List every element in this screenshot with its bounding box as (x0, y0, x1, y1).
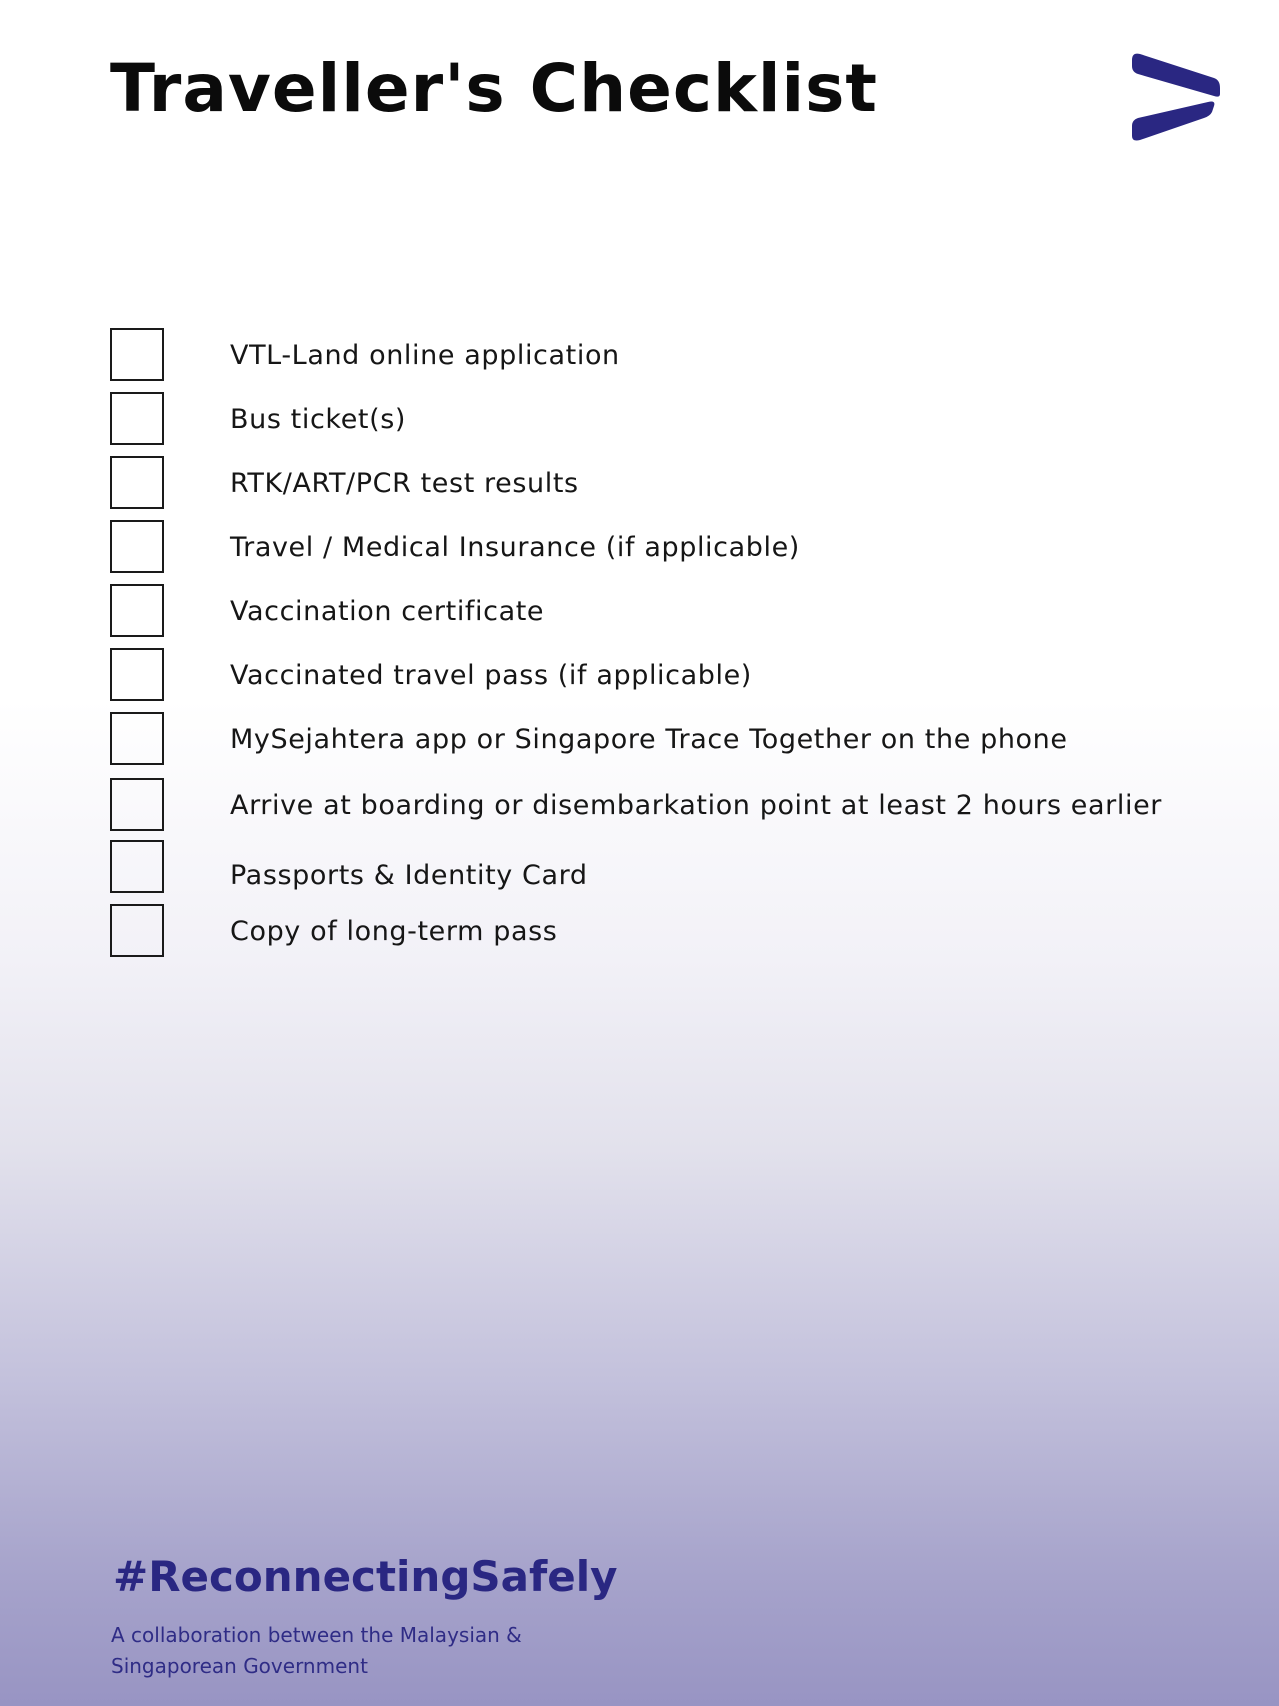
checkbox[interactable] (110, 840, 164, 893)
checklist-item (110, 904, 1230, 962)
checklist-item (110, 456, 1230, 514)
checklist-item (110, 392, 1230, 450)
checklist-item-label: Arrive at boarding or disembarkation point at least 2 hours earlier (230, 790, 1162, 821)
checklist-item (110, 840, 1230, 898)
checklist-item (110, 778, 1230, 836)
checkbox[interactable] (110, 778, 164, 831)
checklist-item-label: Travel / Medical Insurance (if applicable) (230, 532, 800, 563)
collaboration-line: Singaporean Government (111, 1654, 368, 1678)
checklist-item-label: Passports & Identity Card (230, 860, 588, 891)
collaboration-line: A collaboration between the Malaysian & (111, 1623, 522, 1647)
checklist-item-label: Bus ticket(s) (230, 404, 407, 435)
checklist-item (110, 520, 1230, 578)
checkbox[interactable] (110, 904, 164, 957)
page-title: Traveller's Checklist (110, 50, 878, 127)
checklist-item-label: VTL-Land online application (230, 340, 620, 371)
checkbox[interactable] (110, 392, 164, 445)
checklist-item-label: Vaccination certificate (230, 596, 545, 627)
checklist-item-label: RTK/ART/PCR test results (230, 468, 579, 499)
checklist-item-label: Copy of long-term pass (230, 916, 558, 947)
checklist-item (110, 328, 1230, 386)
checkbox[interactable] (110, 520, 164, 573)
checkbox[interactable] (110, 712, 164, 765)
hashtag: #ReconnectingSafely (113, 1552, 618, 1601)
checklist-item (110, 712, 1230, 770)
checkbox[interactable] (110, 648, 164, 701)
checklist-item-label: MySejahtera app or Singapore Trace Together on the phone (230, 724, 1068, 755)
checklist-item (110, 648, 1230, 706)
checklist-item (110, 584, 1230, 642)
checkbox[interactable] (110, 328, 164, 381)
checklist-item-label: Vaccinated travel pass (if applicable) (230, 660, 752, 691)
collaboration-note (111, 1620, 631, 1682)
checkbox[interactable] (110, 584, 164, 637)
checkbox[interactable] (110, 456, 164, 509)
chevron-arrow-logo-icon (1128, 52, 1224, 144)
